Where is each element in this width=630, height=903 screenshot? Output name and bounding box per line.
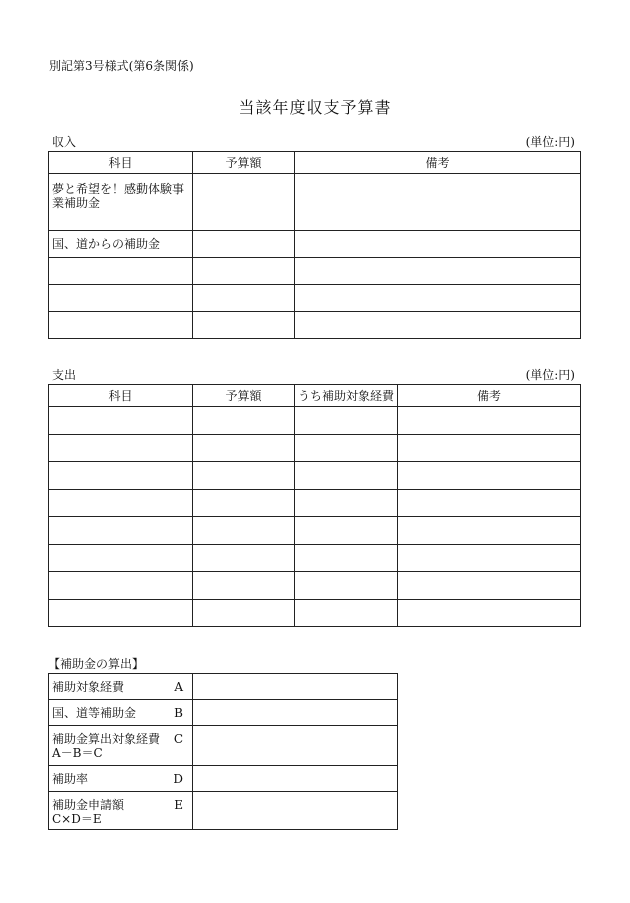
table-row <box>49 674 398 700</box>
income-item-cell[interactable]: 夢と希望を！感動体験事業補助金 <box>49 174 193 231</box>
calc-label-cell <box>49 674 193 700</box>
expense-header-eligible: うち補助対象経費 <box>295 385 398 407</box>
income-note-cell[interactable] <box>295 174 581 231</box>
income-note-cell[interactable] <box>295 312 581 339</box>
expense-item-cell[interactable] <box>49 489 193 517</box>
income-note-cell[interactable] <box>295 258 581 285</box>
calc-value-cell[interactable] <box>193 726 398 766</box>
expense-note-cell[interactable] <box>398 517 581 545</box>
expense-budget-cell[interactable] <box>193 572 295 600</box>
expense-budget-cell[interactable] <box>193 434 295 462</box>
income-budget-cell[interactable] <box>193 231 295 258</box>
calc-key: D <box>173 772 183 786</box>
expense-eligible-cell[interactable] <box>295 407 398 435</box>
calc-label: 国、道等補助金 <box>52 706 137 720</box>
calc-value-cell[interactable] <box>193 766 398 792</box>
income-note-cell[interactable] <box>295 231 581 258</box>
income-budget-cell[interactable] <box>193 174 295 231</box>
calc-table <box>48 673 398 830</box>
expense-note-cell[interactable] <box>398 489 581 517</box>
table-row <box>49 231 581 258</box>
table-row <box>49 517 581 545</box>
expense-budget-cell[interactable] <box>193 462 295 490</box>
expense-item-cell[interactable] <box>49 407 193 435</box>
income-item-cell[interactable]: 国、道からの補助金 <box>49 231 193 258</box>
table-row <box>49 544 581 572</box>
calc-label-cell <box>49 700 193 726</box>
expense-note-cell[interactable] <box>398 544 581 572</box>
expense-item-cell[interactable] <box>49 544 193 572</box>
expense-budget-cell[interactable] <box>193 489 295 517</box>
calc-key: C <box>173 732 183 746</box>
calc-label: 補助率 <box>52 772 89 786</box>
table-row <box>49 312 581 339</box>
calc-label-cell <box>49 792 193 830</box>
calc-key: B <box>174 706 183 720</box>
income-unit: (単位:円) <box>525 135 575 149</box>
expense-note-cell[interactable] <box>398 572 581 600</box>
income-header-note: 備考 <box>295 152 581 174</box>
expense-item-cell[interactable] <box>49 434 193 462</box>
income-budget-cell[interactable] <box>193 258 295 285</box>
income-item-cell[interactable] <box>49 258 193 285</box>
expense-header-note: 備考 <box>398 385 581 407</box>
expense-eligible-cell[interactable] <box>295 434 398 462</box>
expense-item-cell[interactable] <box>49 572 193 600</box>
expense-budget-cell[interactable] <box>193 407 295 435</box>
expense-note-cell[interactable] <box>398 462 581 490</box>
calc-formula: C×D＝E <box>52 812 102 826</box>
calc-formula: A－B＝C <box>52 746 103 760</box>
expense-header-row <box>49 385 581 407</box>
table-row <box>49 700 398 726</box>
table-row <box>49 285 581 312</box>
income-table <box>48 151 581 339</box>
table-row <box>49 407 581 435</box>
expense-section-label: 支出 <box>52 368 77 382</box>
expense-eligible-cell[interactable] <box>295 572 398 600</box>
document-title: 当該年度収支予算書 <box>238 98 392 117</box>
income-item-cell[interactable] <box>49 312 193 339</box>
expense-note-cell[interactable] <box>398 407 581 435</box>
expense-table <box>48 384 581 627</box>
calc-value-cell[interactable] <box>193 792 398 830</box>
calc-label-cell <box>49 766 193 792</box>
table-row <box>49 462 581 490</box>
expense-header-budget: 予算額 <box>193 385 295 407</box>
expense-eligible-cell[interactable] <box>295 489 398 517</box>
income-header-row <box>49 152 581 174</box>
table-row <box>49 258 581 285</box>
table-row <box>49 599 581 627</box>
income-section-label: 収入 <box>52 135 77 149</box>
income-budget-cell[interactable] <box>193 312 295 339</box>
table-row <box>49 174 581 231</box>
expense-eligible-cell[interactable] <box>295 517 398 545</box>
expense-eligible-cell[interactable] <box>295 544 398 572</box>
table-row <box>49 792 398 830</box>
expense-unit: (単位:円) <box>525 368 575 382</box>
expense-item-cell[interactable] <box>49 517 193 545</box>
calc-label: 補助金算出対象経費 <box>52 732 161 746</box>
calc-key: E <box>174 798 183 812</box>
table-row <box>49 572 581 600</box>
income-header-item: 科目 <box>49 152 193 174</box>
form-id: 別記第3号様式(第6条関係) <box>49 59 194 73</box>
calc-value-cell[interactable] <box>193 700 398 726</box>
expense-header-item: 科目 <box>49 385 193 407</box>
calc-label: 補助対象経費 <box>52 680 125 694</box>
expense-note-cell[interactable] <box>398 434 581 462</box>
expense-item-cell[interactable] <box>49 462 193 490</box>
calc-key: A <box>174 680 183 694</box>
expense-eligible-cell[interactable] <box>295 599 398 627</box>
income-budget-cell[interactable] <box>193 285 295 312</box>
table-row <box>49 489 581 517</box>
table-row <box>49 726 398 766</box>
expense-budget-cell[interactable] <box>193 544 295 572</box>
calc-label: 補助金申請額 <box>52 798 125 812</box>
expense-budget-cell[interactable] <box>193 517 295 545</box>
income-item-cell[interactable] <box>49 285 193 312</box>
income-note-cell[interactable] <box>295 285 581 312</box>
expense-eligible-cell[interactable] <box>295 462 398 490</box>
expense-budget-cell[interactable] <box>193 599 295 627</box>
expense-note-cell[interactable] <box>398 599 581 627</box>
table-row <box>49 434 581 462</box>
calc-label-cell <box>49 726 193 766</box>
table-row <box>49 766 398 792</box>
calc-value-cell[interactable] <box>193 674 398 700</box>
income-header-budget: 予算額 <box>193 152 295 174</box>
expense-item-cell[interactable] <box>49 599 193 627</box>
calc-section-label: 【補助金の算出】 <box>48 657 145 671</box>
